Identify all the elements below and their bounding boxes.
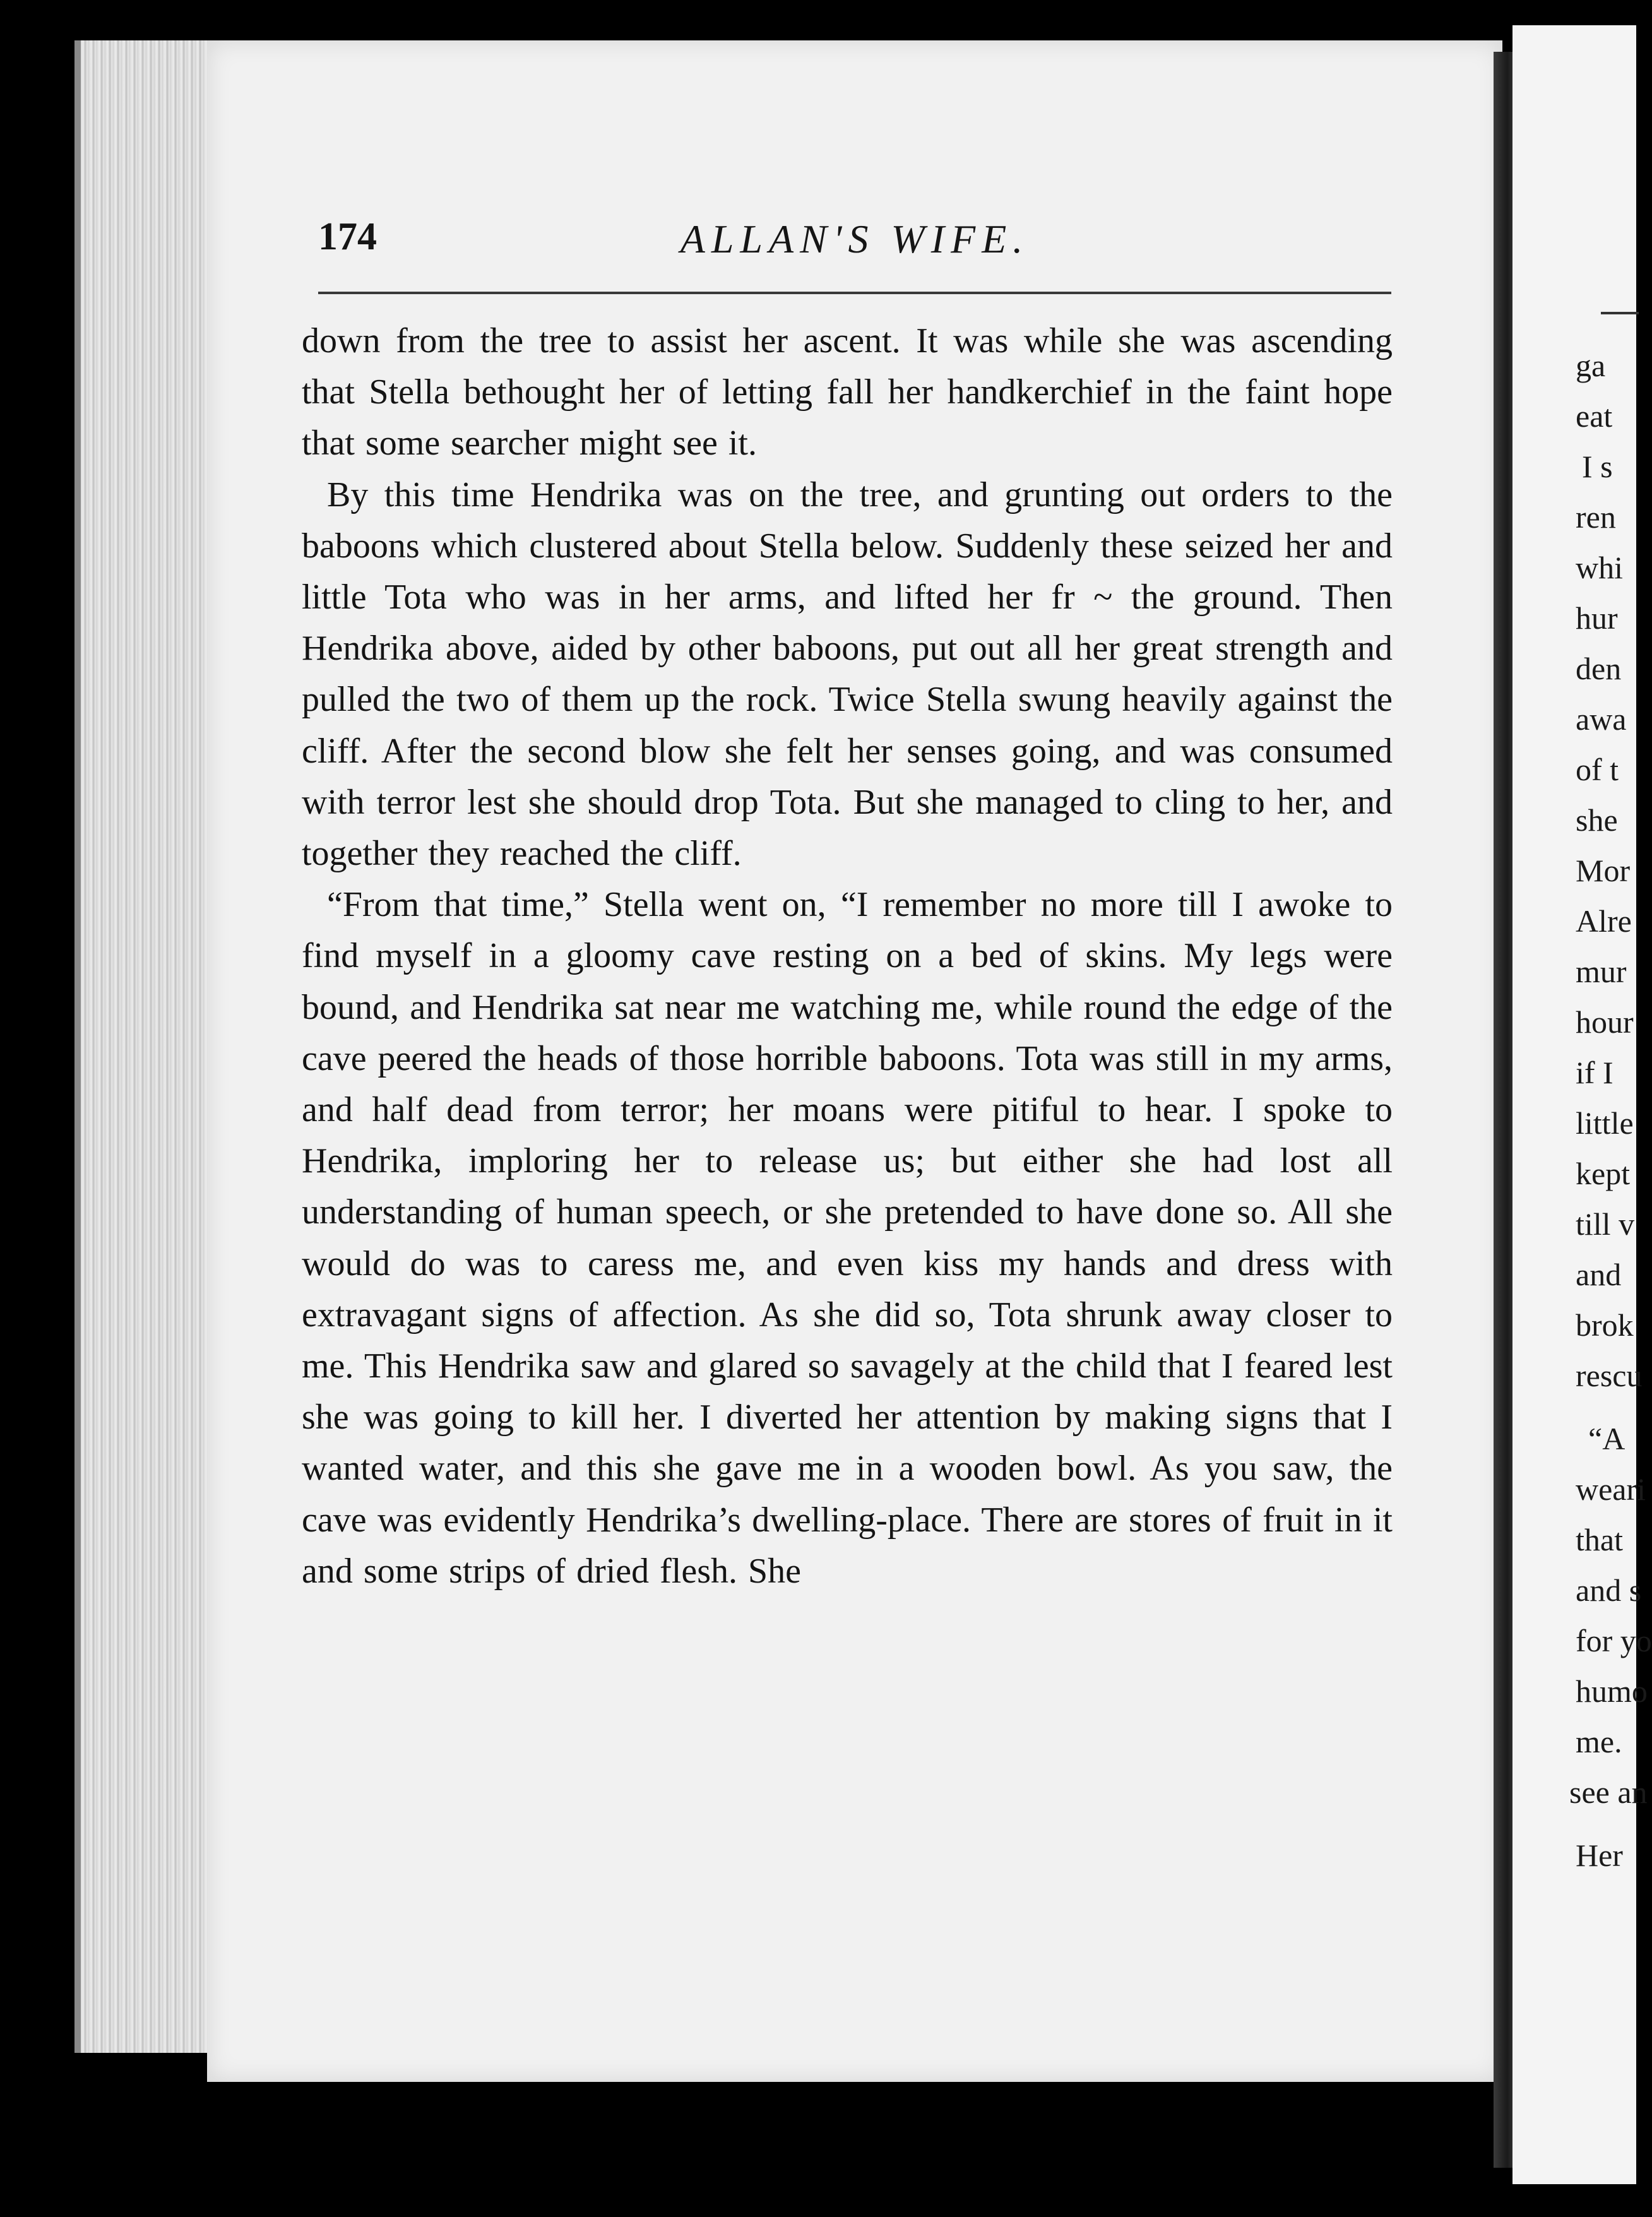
facing-line: me. <box>1576 1724 1622 1759</box>
facing-line: hour <box>1576 1004 1634 1040</box>
facing-line: den <box>1576 651 1622 686</box>
facing-line: “A <box>1588 1421 1625 1456</box>
facing-line: whi <box>1576 550 1623 585</box>
facing-line: she <box>1576 802 1618 838</box>
facing-line: kept <box>1576 1156 1631 1191</box>
facing-page <box>1512 25 1652 2184</box>
facing-line: eat <box>1576 398 1613 434</box>
facing-line: till v <box>1576 1206 1635 1242</box>
paragraph-2: By this time Hendrika was on the tree, and grunting out orders to the baboons which clustered about Stella below. Suddenly these seized her and little Tota who was in her arms, and lifted her fr ~ the ground. Then Hendrika above, aided by other baboons, put out all her great strength and pulled the two of them up the rock. Twice Stella swung heavily against the cliff. After the second blow she felt her senses going, and was consumed with terror lest she should drop Tota. But she managed to cling to her, and together they reached the cliff. <box>302 475 1393 874</box>
facing-line: if I <box>1576 1055 1613 1090</box>
facing-line: humo <box>1576 1673 1648 1709</box>
facing-line: for yo <box>1576 1623 1652 1658</box>
facing-line: little <box>1576 1105 1634 1141</box>
facing-line: see an <box>1569 1774 1648 1810</box>
facing-line: hur <box>1576 600 1618 636</box>
page-number: 174 <box>318 215 377 258</box>
header-rule <box>318 292 1391 294</box>
facing-line: Mor <box>1576 853 1631 888</box>
facing-line: rescu <box>1576 1358 1643 1393</box>
facing-line: that <box>1576 1522 1623 1557</box>
facing-line: Her <box>1576 1838 1623 1873</box>
book-title: ALLAN'S WIFE. <box>680 217 1030 261</box>
facing-line: of t <box>1576 752 1619 787</box>
book-page-edges <box>74 40 213 2053</box>
facing-line: and <box>1576 1257 1622 1292</box>
running-head <box>318 208 1391 271</box>
facing-line: brok <box>1576 1307 1634 1343</box>
facing-line: awa <box>1576 701 1627 737</box>
facing-line: mur <box>1576 954 1627 989</box>
page-body <box>302 316 1393 1919</box>
facing-line: ren <box>1576 499 1616 535</box>
facing-line: weari <box>1576 1471 1646 1507</box>
paragraph-3: “From that time,” Stella went on, “I remember no more till I awoke to find myself in a gloomy cave resting on a bed of skins. My legs were bound, and Hendrika sat near me watching me, while round the edge of the cave peered the heads of those horrible baboons. Tota was still in my arms, and half dead from terror; her moans were pitiful to hear. I spoke to Hendrika, imploring her to release us; but either she had lost all understanding of human speech, or she pretended to have done so. All she would do was to caress me, and even kiss my hands and dress with extravagant signs of affection. As she did so, Tota shrunk away closer to me. This Hendrika saw and glared so savagely at the child that I feared lest she was going to kill her. I diverted her attention by making signs that I wanted water, and this she gave me in a wooden bowl. As you saw, the cave was evidently Hendrika’s dwelling-place. There are stores of fruit in it and some strips of dried flesh. She <box>302 885 1393 1591</box>
facing-page-rule <box>1601 312 1639 314</box>
facing-line: and s <box>1576 1572 1642 1608</box>
facing-line: ga <box>1576 348 1606 383</box>
facing-line: Alre <box>1576 903 1632 939</box>
paragraph-1: down from the tree to assist her ascent. It was while she was ascending that Stella bethought her of letting fall her handkerchief in the faint hope that some searcher might see it. <box>302 321 1393 463</box>
facing-line: I s <box>1582 449 1613 484</box>
